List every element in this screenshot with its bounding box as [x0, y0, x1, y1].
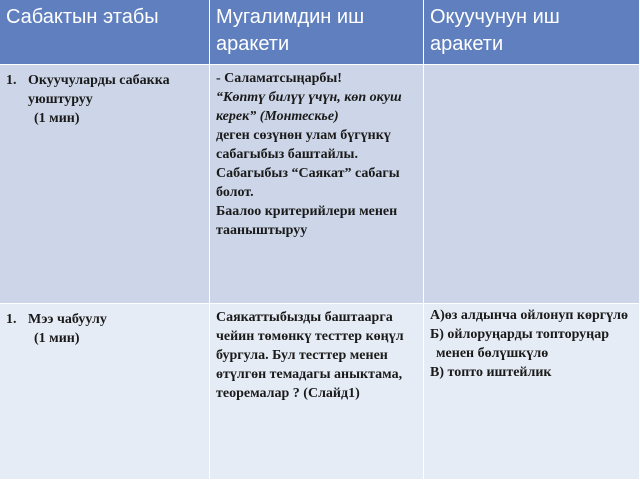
header-teacher	[210, 0, 424, 65]
row1-stage-time: (1 мин)	[34, 111, 80, 126]
row2-stage-name: Мээ чабуулу	[28, 312, 107, 327]
row1-teacher-quote: “Көптү билүү үчүн, көп окуш керек” (Монтескье)	[216, 90, 402, 124]
row1-stage-name: Окуучуларды сабакка уюштуруу	[28, 73, 170, 107]
header-teacher-text: Мугалимдин иш аракети	[216, 6, 365, 55]
row2-stage-number: 1.	[6, 312, 17, 327]
row1-teacher-greeting: - Саламатсыңарбы!	[216, 71, 342, 86]
row2-student-line-c: В) топто иштейлик	[430, 365, 552, 380]
header-student	[424, 0, 640, 65]
row2-student	[424, 304, 640, 480]
header-stage-text: Сабактын этабы	[6, 6, 159, 28]
row1-teacher-line2: Сабагыбыз “Саякат” сабагы болот.	[216, 166, 400, 200]
row2-teacher-text: Саякаттыбызды баштаарга чейин төмөнкү тесттер көңүл бургула. Бул тесттер менен өтүлгөн темадагы аныктама, теоремалар ? (Слайд1)	[216, 310, 404, 401]
row1-teacher-line3: Баалоо критерийлери менен тааныштыруу	[216, 204, 398, 238]
header-student-text: Окуучунун иш аракети	[430, 6, 560, 55]
header-stage	[0, 0, 210, 65]
row1-stage-number: 1.	[6, 73, 17, 88]
row2-teacher	[210, 304, 424, 480]
row1-stage	[0, 65, 210, 304]
row1-student	[424, 65, 640, 304]
row2-stage-time: (1 мин)	[34, 331, 80, 346]
row2-student-line-b2: менен бөлүшкүлө	[436, 346, 549, 361]
row2-student-line-a: А)өз алдынча ойлонуп көргүлө	[430, 308, 628, 323]
row1-teacher-line1: деген сөзүнөн улам бүгүнкү сабагыбыз баштайлы.	[216, 128, 391, 162]
row2-student-line-b: Б) ойлоруңарды топторуңар	[430, 327, 610, 342]
row2-stage	[0, 304, 210, 480]
row1-teacher	[210, 65, 424, 304]
